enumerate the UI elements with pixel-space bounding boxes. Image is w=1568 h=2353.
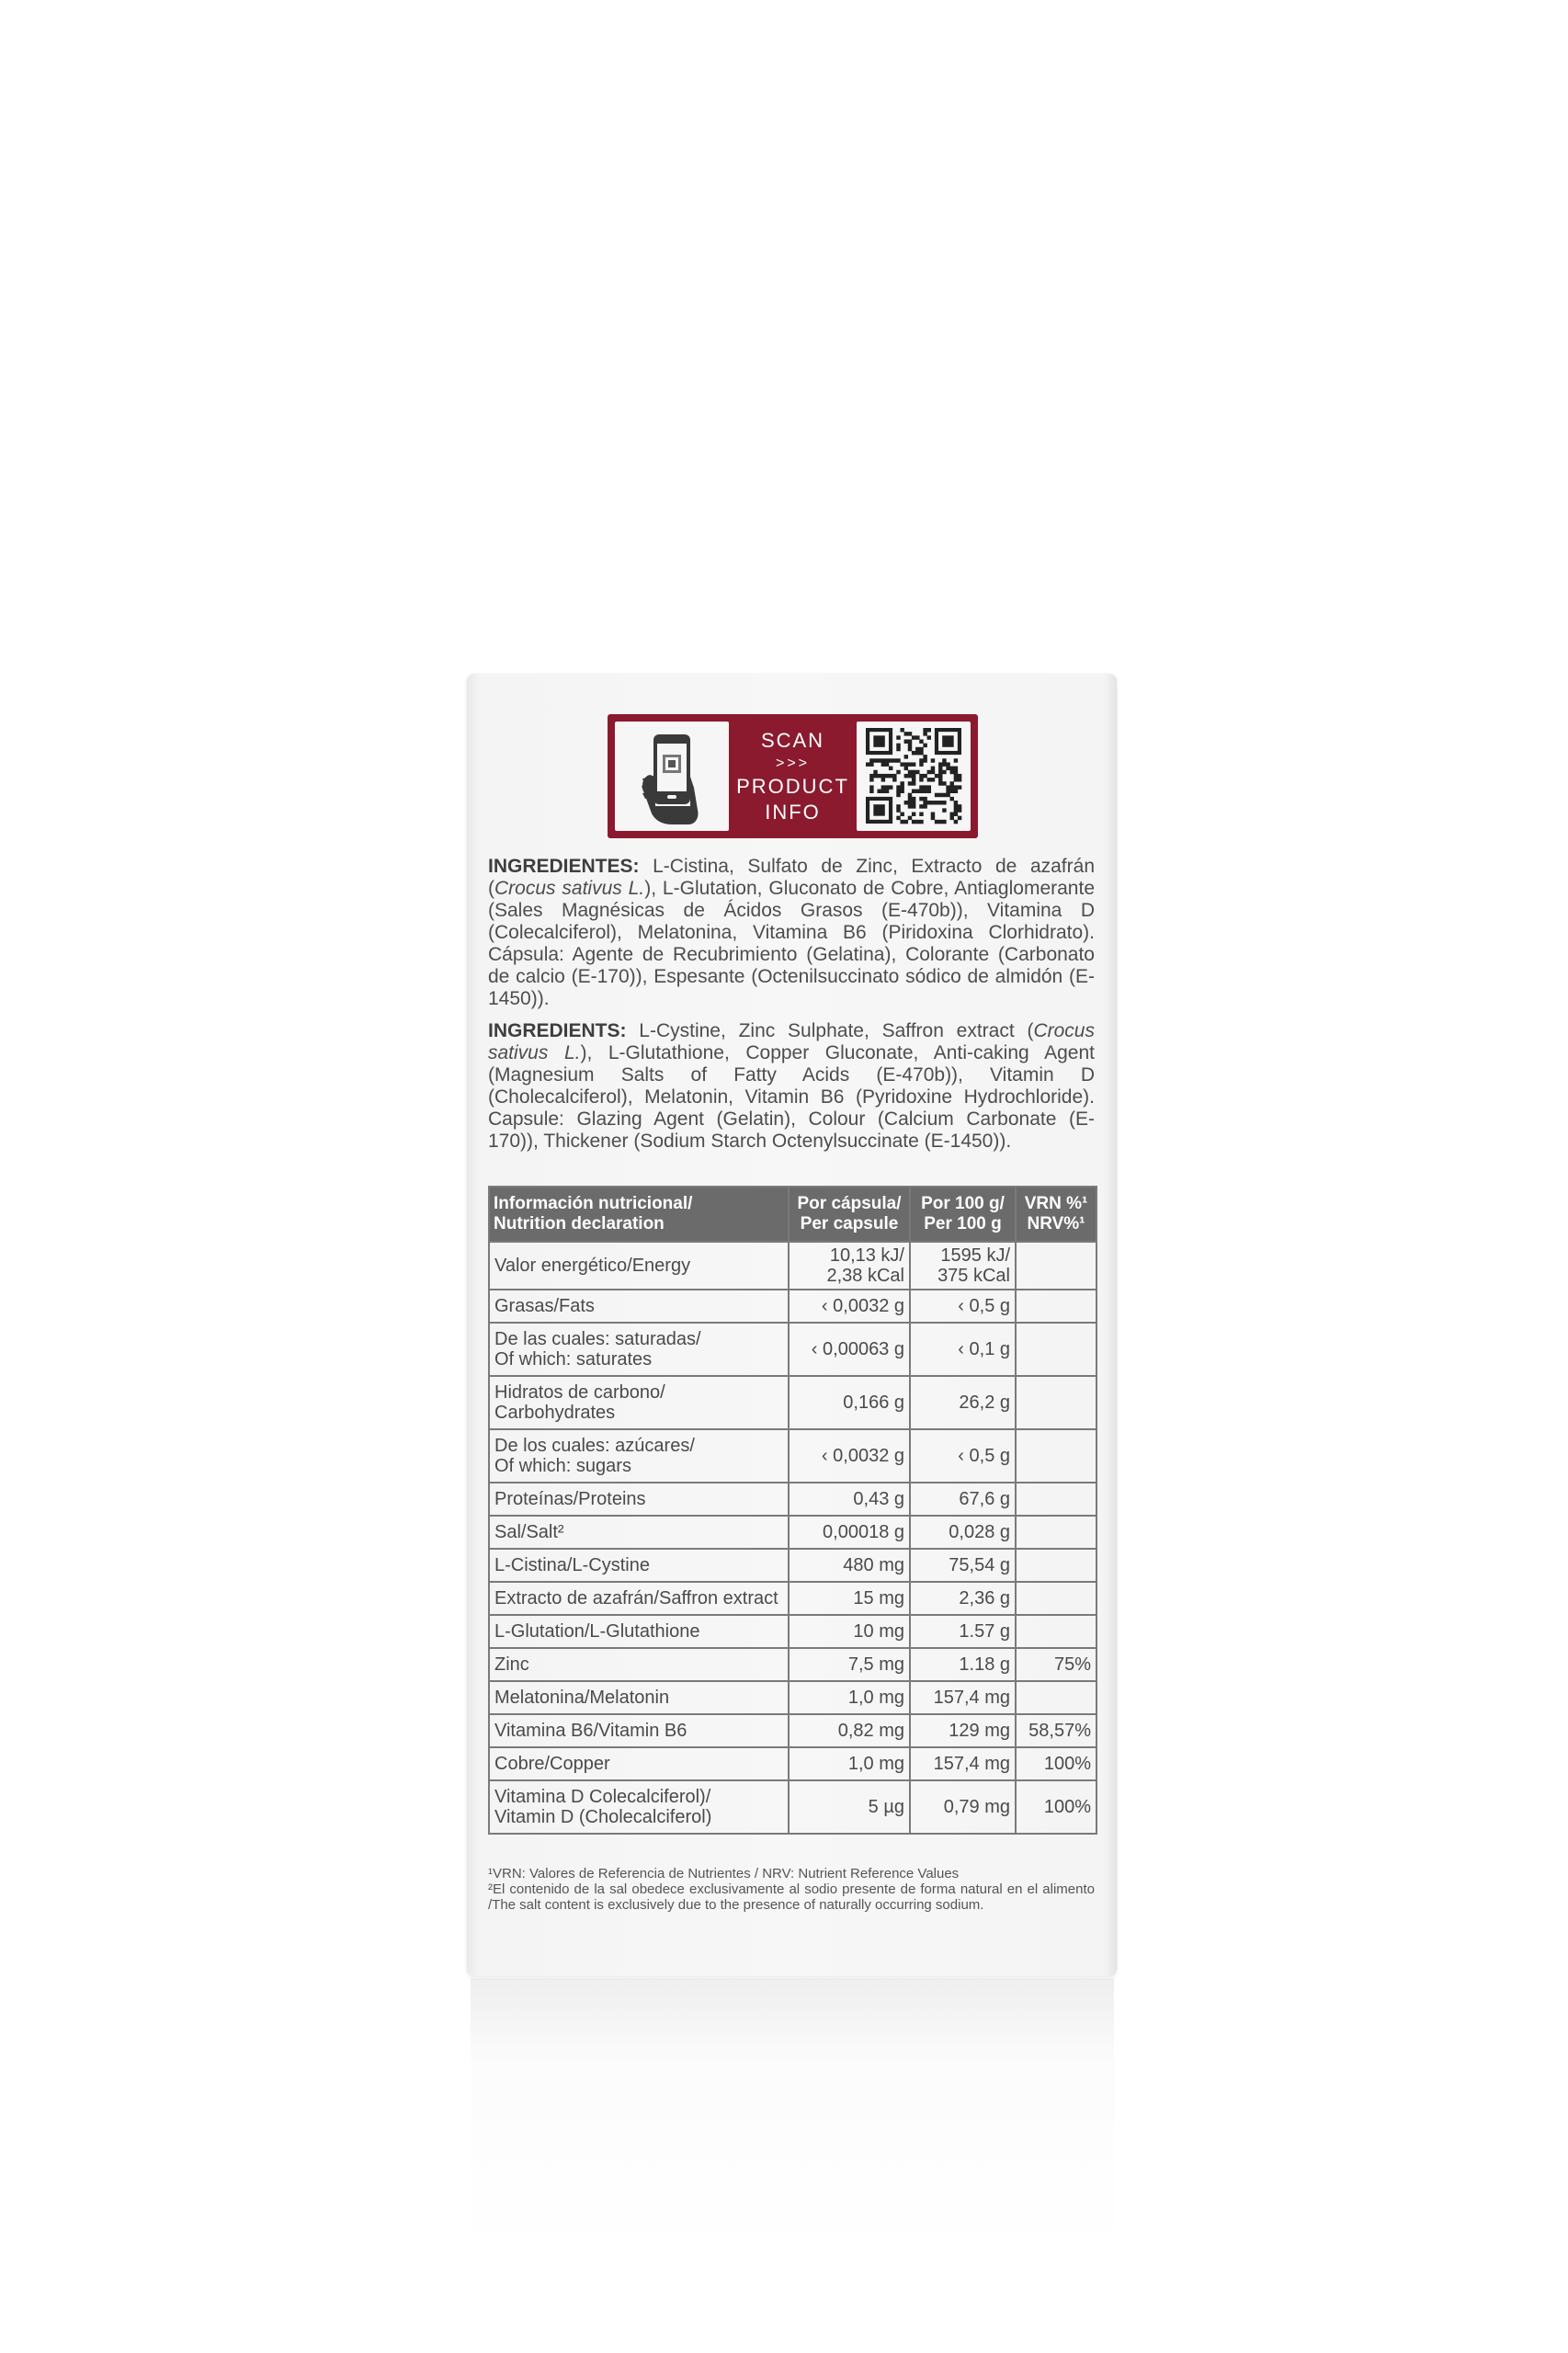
per-100g-value bbox=[910, 1376, 1016, 1429]
nutrient-name-line: Of which: saturates bbox=[494, 1349, 653, 1370]
nutrient-name-line: De los cuales: azúcares/ bbox=[494, 1436, 695, 1456]
table-row bbox=[489, 1681, 1096, 1714]
vrn-value-line: 100% bbox=[1043, 1754, 1091, 1774]
header-per-100g-es: Por 100 g/ bbox=[921, 1194, 1005, 1213]
nutrient-name-line: Vitamin D (Cholecalciferol) bbox=[494, 1807, 712, 1827]
nutrient-name-line: Vitamina B6/Vitamin B6 bbox=[494, 1721, 687, 1741]
table-row bbox=[489, 1780, 1096, 1834]
header-per-capsule-es: Por cápsula/ bbox=[797, 1194, 902, 1213]
per-100g-value bbox=[910, 1648, 1016, 1681]
nutrient-name-line: L-Glutation/L-Glutathione bbox=[494, 1621, 700, 1642]
ingredients-en bbox=[488, 1020, 1095, 1153]
nutrition-header-row bbox=[489, 1187, 1096, 1242]
per-capsule-value bbox=[789, 1549, 910, 1582]
vrn-value-line: 75% bbox=[1053, 1654, 1091, 1675]
nutrient-name bbox=[489, 1549, 789, 1582]
nutrition-table bbox=[488, 1186, 1097, 1835]
nutrient-name-line: De las cuales: saturadas/ bbox=[494, 1329, 701, 1349]
nutrient-name-line: Valor energético/Energy bbox=[494, 1256, 691, 1276]
table-row bbox=[489, 1323, 1096, 1376]
ingredients-text-2: ), L-Glutathione, Copper Gluconate, Anti-caking Agent (Magnesium Salts of Fatty Acids (E-470b)), Vitamin D (Cholecalciferol), Melatonin, Vitamin B6 (Pyridoxine Hydrochloride). Capsule: Glazing Agent (Gelatin), Colour (Calcium Carbonate (E-170)), Thickener (Sodium Starch Octenylsuccinate (E-1450)). bbox=[488, 1042, 1095, 1152]
table-row bbox=[489, 1549, 1096, 1582]
per-100g-value-line: 26,2 g bbox=[959, 1392, 1010, 1413]
per-capsule-value bbox=[789, 1714, 910, 1747]
header-per-capsule-en: Per capsule bbox=[800, 1214, 899, 1233]
nutrient-name bbox=[489, 1615, 789, 1648]
vrn-value bbox=[1016, 1290, 1096, 1323]
table-row bbox=[489, 1242, 1096, 1290]
per-100g-value-line: 0,028 g bbox=[949, 1522, 1010, 1542]
ingredientes-es bbox=[488, 856, 1095, 1010]
vrn-value bbox=[1016, 1714, 1096, 1747]
header-vrn bbox=[1016, 1187, 1096, 1242]
ingredientes-text-2: ), L-Glutation, Gluconato de Cobre, Antiaglomerante (Sales Magnésicas de Ácidos Grasos (E-470b)), Vitamina D (Colecalciferol), Melatonina, Vitamina B6 (Piridoxina Clorhidrato). Cápsula: Agente de Recubrimiento (Gelatina), Colorante (Carbonato de calcio (E-170)), Espesante (Octenilsuccinato sódico de almidón (E-1450)). bbox=[488, 878, 1095, 1009]
per-100g-value-line: 1595 kJ/ bbox=[940, 1245, 1010, 1266]
header-per-100g bbox=[910, 1187, 1016, 1242]
nutrient-name bbox=[489, 1429, 789, 1483]
scan-line-4: INFO bbox=[765, 800, 821, 824]
per-100g-value bbox=[910, 1681, 1016, 1714]
per-capsule-value-line: 5 µg bbox=[868, 1797, 904, 1817]
nutrient-name-line: Extracto de azafrán/Saffron extract bbox=[494, 1588, 778, 1608]
per-capsule-value-line: 7,5 mg bbox=[847, 1654, 904, 1675]
nutrient-name bbox=[489, 1747, 789, 1780]
per-capsule-value-line: 10,13 kJ/ bbox=[829, 1245, 904, 1266]
vrn-value bbox=[1016, 1323, 1096, 1376]
table-row bbox=[489, 1615, 1096, 1648]
table-row bbox=[489, 1290, 1096, 1323]
per-capsule-value bbox=[789, 1483, 910, 1516]
per-100g-value bbox=[910, 1483, 1016, 1516]
per-capsule-value-line: 1,0 mg bbox=[847, 1754, 904, 1774]
vrn-value-line: 58,57% bbox=[1028, 1721, 1091, 1741]
per-100g-value bbox=[910, 1582, 1016, 1615]
header-nutrition-es: Información nutricional/ bbox=[494, 1194, 693, 1213]
per-capsule-value-line: 480 mg bbox=[843, 1555, 904, 1575]
footnotes bbox=[488, 1866, 1095, 1913]
per-capsule-value-line: 0,00018 g bbox=[823, 1522, 904, 1542]
nutrient-name bbox=[489, 1582, 789, 1615]
per-capsule-value-line: ‹ 0,0032 g bbox=[821, 1446, 904, 1466]
nutrient-name bbox=[489, 1516, 789, 1549]
vrn-value bbox=[1016, 1549, 1096, 1582]
per-capsule-value-line: 2,38 kCal bbox=[826, 1266, 904, 1286]
per-100g-value-line: 375 kCal bbox=[937, 1266, 1010, 1286]
per-capsule-value-line: 15 mg bbox=[853, 1588, 904, 1608]
vrn-value bbox=[1016, 1516, 1096, 1549]
nutrient-name-line: Melatonina/Melatonin bbox=[494, 1688, 670, 1708]
nutrient-name-line: Cobre/Copper bbox=[494, 1754, 610, 1774]
table-row bbox=[489, 1714, 1096, 1747]
per-100g-value bbox=[910, 1747, 1016, 1780]
nutrient-name bbox=[489, 1242, 789, 1290]
nutrient-name-line: Sal/Salt² bbox=[494, 1522, 564, 1542]
nutrient-name-line: Proteínas/Proteins bbox=[494, 1489, 646, 1509]
table-row bbox=[489, 1376, 1096, 1429]
nutrient-name bbox=[489, 1780, 789, 1834]
per-capsule-value-line: 0,166 g bbox=[843, 1392, 904, 1413]
header-nutrition bbox=[489, 1187, 789, 1242]
per-capsule-value-line: 0,82 mg bbox=[837, 1721, 904, 1741]
nutrient-name-line: Carbohydrates bbox=[494, 1403, 616, 1423]
per-capsule-value bbox=[789, 1648, 910, 1681]
nutrient-name bbox=[489, 1483, 789, 1516]
header-per-100g-en: Per 100 g bbox=[924, 1214, 1002, 1233]
nutrient-name bbox=[489, 1648, 789, 1681]
per-100g-value-line: 67,6 g bbox=[959, 1489, 1010, 1509]
per-capsule-value-line: ‹ 0,00063 g bbox=[811, 1339, 904, 1359]
nutrient-name bbox=[489, 1681, 789, 1714]
table-row bbox=[489, 1582, 1096, 1615]
per-100g-value-line: 75,54 g bbox=[949, 1555, 1010, 1575]
nutrient-name bbox=[489, 1376, 789, 1429]
per-capsule-value-line: 10 mg bbox=[853, 1621, 904, 1642]
per-capsule-value bbox=[789, 1429, 910, 1483]
table-row bbox=[489, 1429, 1096, 1483]
ingredients-italic: Crocus sativus L. bbox=[488, 1020, 1095, 1063]
per-100g-value-line: 0,79 mg bbox=[943, 1797, 1010, 1817]
vrn-value bbox=[1016, 1615, 1096, 1648]
per-capsule-value bbox=[789, 1681, 910, 1714]
per-capsule-value bbox=[789, 1323, 910, 1376]
vrn-value bbox=[1016, 1681, 1096, 1714]
nutrient-name-line: Zinc bbox=[494, 1654, 529, 1675]
per-100g-value bbox=[910, 1615, 1016, 1648]
per-100g-value-line: 2,36 g bbox=[959, 1588, 1010, 1608]
phone-in-hand-icon bbox=[615, 722, 729, 831]
header-per-capsule bbox=[789, 1187, 910, 1242]
per-capsule-value bbox=[789, 1242, 910, 1290]
vrn-value bbox=[1016, 1376, 1096, 1429]
per-100g-value bbox=[910, 1242, 1016, 1290]
nutrient-name-line: Hidratos de carbono/ bbox=[494, 1382, 665, 1403]
per-100g-value-line: 1.18 g bbox=[959, 1654, 1010, 1675]
vrn-value bbox=[1016, 1780, 1096, 1834]
nutrient-name-line: Vitamina D Colecalciferol)/ bbox=[494, 1787, 711, 1807]
table-row bbox=[489, 1483, 1096, 1516]
nutrient-name bbox=[489, 1323, 789, 1376]
ingredients-text-1: L-Cystine, Zinc Sulphate, Saffron extract ( bbox=[626, 1020, 1034, 1041]
per-100g-value bbox=[910, 1290, 1016, 1323]
nutrient-name-line: L-Cistina/L-Cystine bbox=[494, 1555, 650, 1575]
per-100g-value bbox=[910, 1780, 1016, 1834]
per-100g-value bbox=[910, 1323, 1016, 1376]
per-capsule-value bbox=[789, 1290, 910, 1323]
per-100g-value-line: ‹ 0,1 g bbox=[958, 1339, 1010, 1359]
ingredientes-italic: Crocus sativus L. bbox=[494, 878, 645, 899]
vrn-value bbox=[1016, 1483, 1096, 1516]
vrn-value bbox=[1016, 1648, 1096, 1681]
nutrient-name bbox=[489, 1714, 789, 1747]
per-100g-value bbox=[910, 1429, 1016, 1483]
per-capsule-value bbox=[789, 1747, 910, 1780]
vrn-value bbox=[1016, 1582, 1096, 1615]
scan-label bbox=[729, 722, 857, 831]
per-capsule-value bbox=[789, 1780, 910, 1834]
ingredientes-text-1: L-Cistina, Sulfato de Zinc, Extracto de azafrán ( bbox=[488, 856, 1095, 899]
footnote-1: ¹VRN: Valores de Referencia de Nutrientes / NRV: Nutrient Reference Values bbox=[488, 1866, 960, 1881]
per-capsule-value bbox=[789, 1516, 910, 1549]
vrn-value bbox=[1016, 1747, 1096, 1780]
table-row bbox=[489, 1648, 1096, 1681]
per-capsule-value-line: ‹ 0,0032 g bbox=[821, 1296, 904, 1316]
vrn-value-line: 100% bbox=[1043, 1797, 1091, 1817]
box-reflection bbox=[471, 1978, 1114, 2254]
per-100g-value-line: 1.57 g bbox=[959, 1621, 1010, 1642]
vrn-value bbox=[1016, 1242, 1096, 1290]
header-vrn-en: NRV%¹ bbox=[1027, 1214, 1085, 1233]
nutrient-name-line: Grasas/Fats bbox=[494, 1296, 595, 1316]
per-100g-value-line: 157,4 mg bbox=[933, 1754, 1010, 1774]
per-100g-value-line: 129 mg bbox=[949, 1721, 1010, 1741]
per-capsule-value-line: 1,0 mg bbox=[847, 1688, 904, 1708]
scan-line-1: SCAN bbox=[760, 728, 825, 752]
per-100g-value-line: 157,4 mg bbox=[933, 1688, 1010, 1708]
scan-line-3: PRODUCT bbox=[736, 774, 849, 798]
scan-banner bbox=[608, 714, 978, 838]
per-100g-value bbox=[910, 1714, 1016, 1747]
footnote-2: ²El contenido de la sal obedece exclusivamente al sodio presente de forma natural en el alimento /The salt content is exclusively due to the presence of naturally occurring sodium. bbox=[488, 1881, 1095, 1913]
per-capsule-value bbox=[789, 1582, 910, 1615]
per-capsule-value-line: 0,43 g bbox=[853, 1489, 904, 1509]
table-row bbox=[489, 1516, 1096, 1549]
qr-code-icon[interactable] bbox=[857, 722, 971, 831]
per-capsule-value bbox=[789, 1376, 910, 1429]
ingredientes-label: INGREDIENTES: bbox=[488, 856, 640, 877]
per-100g-value-line: ‹ 0,5 g bbox=[958, 1446, 1010, 1466]
header-vrn-es: VRN %¹ bbox=[1024, 1194, 1088, 1213]
ingredients-label: INGREDIENTS: bbox=[488, 1020, 627, 1041]
per-capsule-value bbox=[789, 1615, 910, 1648]
vrn-value bbox=[1016, 1429, 1096, 1483]
scan-arrows: >>> bbox=[775, 755, 811, 771]
header-nutrition-en: Nutrition declaration bbox=[494, 1214, 665, 1233]
per-100g-value-line: ‹ 0,5 g bbox=[958, 1296, 1010, 1316]
nutrient-name bbox=[489, 1290, 789, 1323]
table-row bbox=[489, 1747, 1096, 1780]
per-100g-value bbox=[910, 1516, 1016, 1549]
per-100g-value bbox=[910, 1549, 1016, 1582]
nutrient-name-line: Of which: sugars bbox=[494, 1456, 631, 1476]
